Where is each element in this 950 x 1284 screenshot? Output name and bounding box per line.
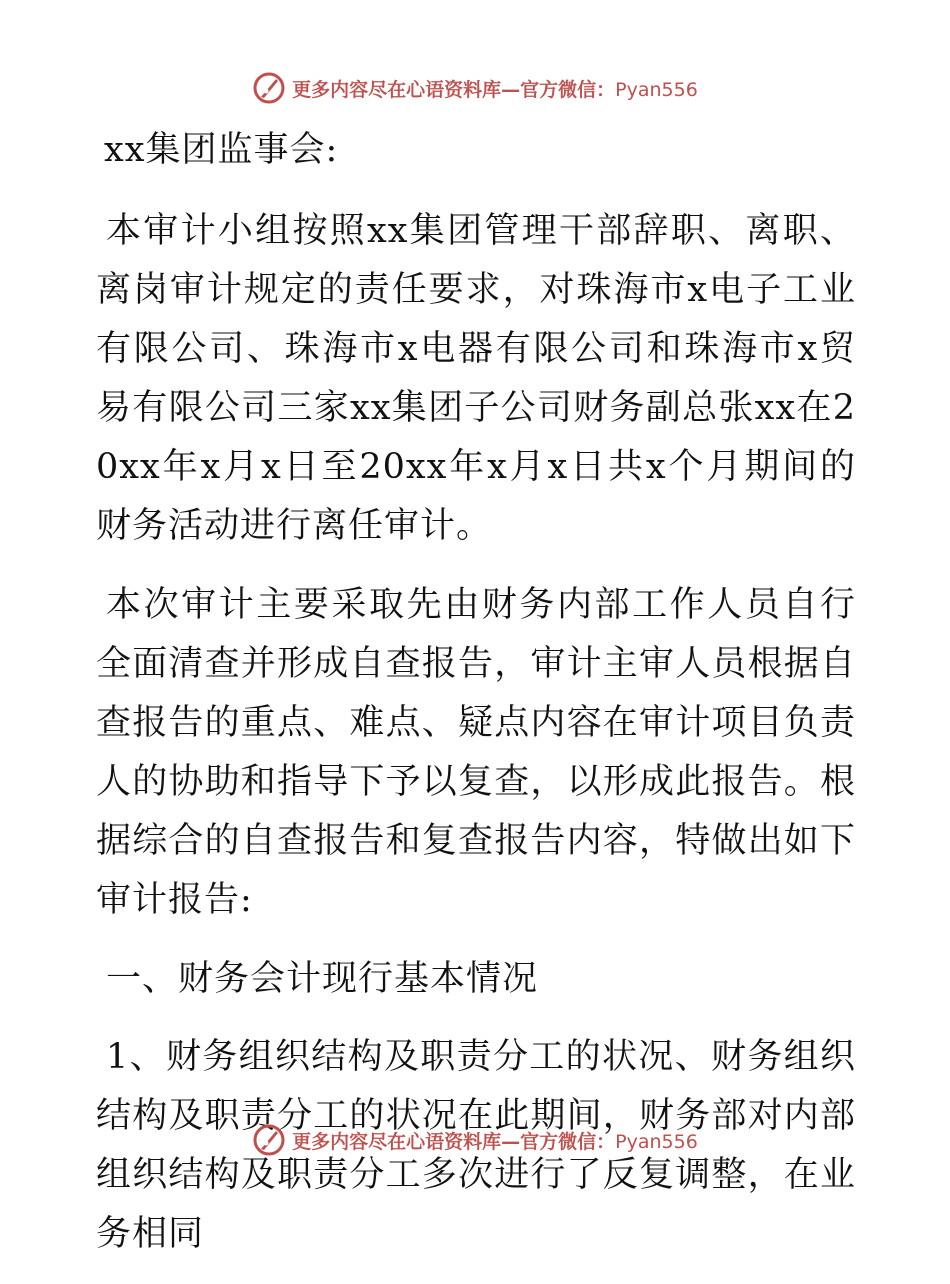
footer-banner — [0, 1120, 950, 1160]
document-body — [96, 120, 856, 1284]
quill-logo-icon — [252, 1123, 286, 1157]
paragraph-1: 本审计小组按照xx集团管理干部辞职、离职、离岗审计规定的责任要求，对珠海市x电子工业有限公司、珠海市x电器有限公司和珠海市x贸易有限公司三家xx集团子公司财务副总张xx在20xx年x月x日至20xx年x月x日共x个月期间的财务活动进行离任审计。 — [96, 211, 856, 546]
greeting: xx集团监事会: — [104, 130, 339, 170]
header-banner — [0, 68, 950, 108]
paragraph-2: 本次审计主要采取先由财务内部工作人员自行全面清查并形成自查报告，审计主审人员根据自查报告的重点、难点、疑点内容在审计项目负责人的协助和指导下予以复查，以形成此报告。根据综合的自查报告和复查报告内容，特做出如下审计报告: — [96, 585, 856, 920]
wechat-id: Pyan556 — [615, 78, 698, 101]
section-heading: 一、财务会计现行基本情况 — [106, 959, 539, 999]
wechat-id: Pyan556 — [615, 1130, 698, 1153]
banner-text: 更多内容尽在心语资料库—官方微信：Pyan556 — [292, 78, 698, 101]
quill-logo-icon — [252, 71, 286, 105]
banner-text: 更多内容尽在心语资料库—官方微信：Pyan556 — [292, 1130, 698, 1153]
section-paragraph: 1、财务组织结构及职责分工的状况、财务组织结构及职责分工的状况在此期间，财务部对内部组织结构及职责分工多次进行了反复调整，在业务相同 — [96, 1037, 856, 1254]
